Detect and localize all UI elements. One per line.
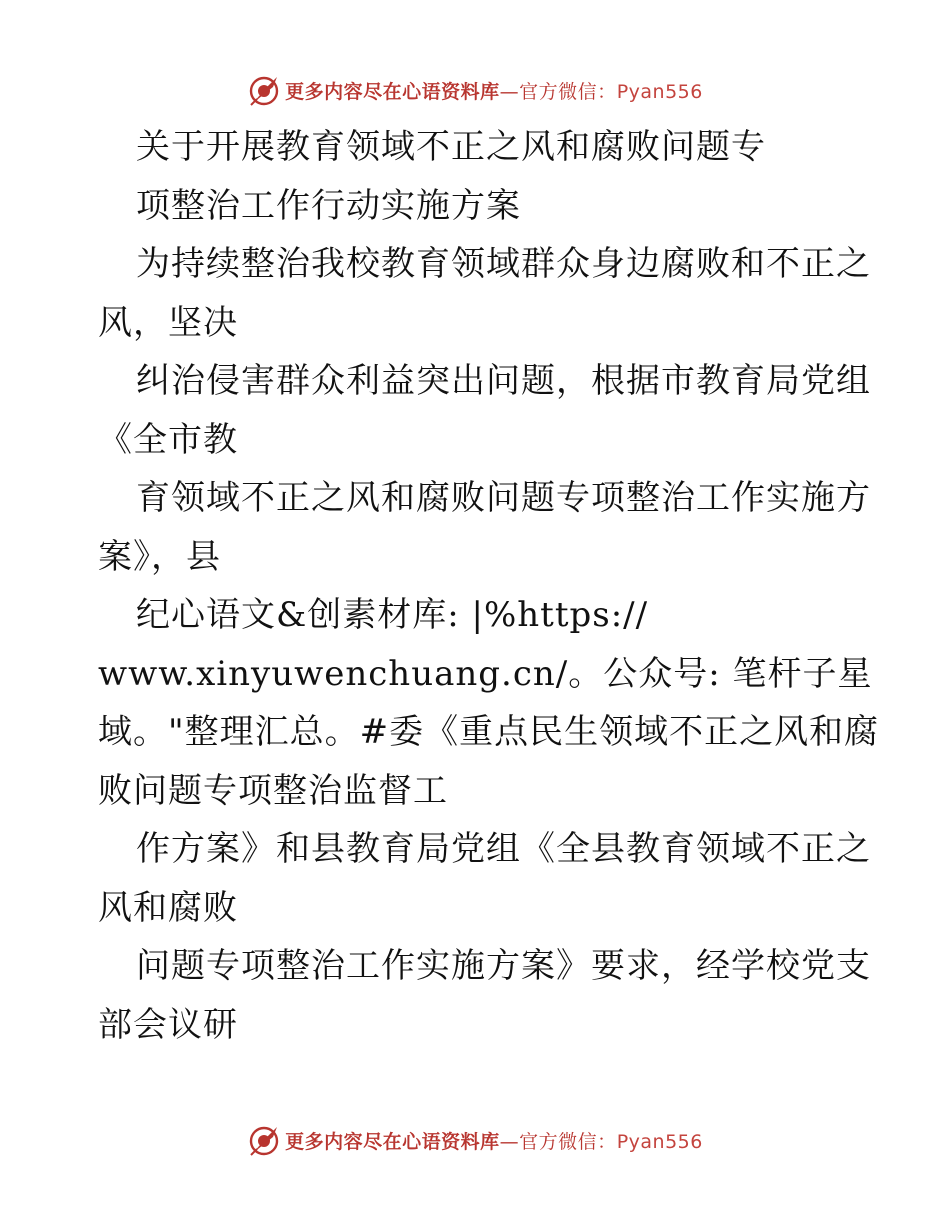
document-line: 纠治侵害群众利益突出问题，根据市教育局党组 <box>136 361 871 401</box>
document-line: 败问题专项整治监督工 <box>98 770 448 811</box>
header-banner <box>0 70 950 110</box>
document-line: 部会议研 <box>98 1004 238 1045</box>
footer-banner-wechat-id: Pyan556 <box>616 1130 703 1153</box>
header-banner-separator: — <box>499 80 520 103</box>
footer-banner-wechat-label: 官方微信： <box>519 1130 617 1153</box>
quill-circle-logo-icon <box>247 73 281 107</box>
quill-circle-logo-icon <box>247 1123 281 1157</box>
document-line: 问题专项整治工作实施方案》要求，经学校党支 <box>136 946 871 986</box>
document-line: 作方案》和县教育局党组《全县教育领域不正之 <box>136 829 871 869</box>
document-line-title-2: 项整治工作行动实施方案 <box>136 185 521 226</box>
document-line: 育领域不正之风和腐败问题专项整治工作实施方 <box>136 478 871 518</box>
header-banner-wechat-id: Pyan556 <box>616 80 703 103</box>
document-line: 案》，县 <box>98 536 221 577</box>
document-line: 风，坚决 <box>98 302 238 343</box>
header-banner-wechat-label: 官方微信： <box>519 80 617 103</box>
document-line: 域。"整理汇总。#委《重点民生领域不正之风和腐 <box>98 712 880 752</box>
document-line: www.xinyuwenchuang.cn/。公众号: 笔杆子星 <box>98 653 873 694</box>
footer-banner <box>0 1120 950 1160</box>
document-line: 纪心语文&创素材库: |%https:// <box>136 595 649 635</box>
document-line: 《全市教 <box>98 419 238 460</box>
footer-banner-main: 更多内容尽在心语资料库 <box>285 1130 500 1153</box>
footer-banner-text <box>285 1127 703 1154</box>
header-banner-text <box>285 77 703 104</box>
header-banner-main: 更多内容尽在心语资料库 <box>285 80 500 103</box>
document-line: 风和腐败 <box>98 887 238 928</box>
document-body <box>98 118 880 1054</box>
document-line-title-1: 关于开展教育领域不正之风和腐败问题专 <box>136 127 766 167</box>
document-line: 为持续整治我校教育领域群众身边腐败和不正之 <box>136 244 871 284</box>
footer-banner-separator: — <box>499 1130 520 1153</box>
